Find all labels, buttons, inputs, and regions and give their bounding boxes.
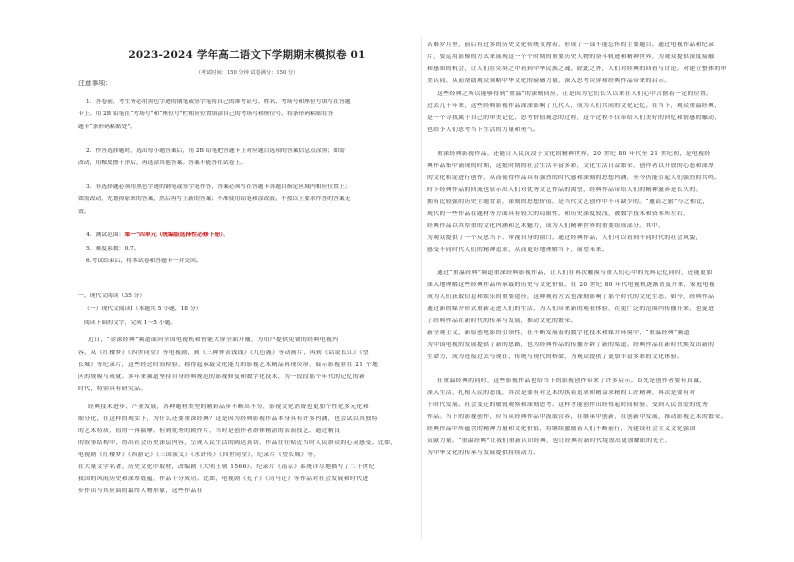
passage-line: 和感知的机会，让人们在荧屏之中看到中华民族之魂。除此之外，人们对经典的回看与讨论，对建立整体的审 <box>427 66 727 72</box>
passage-line: 作品。当下的影视创作，应当从经典作品中汲取营养，在继承中创新，在创新中发展，推动影视艺术的繁荣。 <box>427 414 727 420</box>
section-subheading: （一）现代文阅读Ⅰ（本题共 5 小题，18 分） <box>84 306 202 312</box>
passage-line: 区的规模与成就。多年来频道坚持自身经典规范的影视修复和数字化技术，为一段段那个年代的记忆的新 <box>78 374 366 380</box>
passage-line: 深入地理解这些经典作品所承载的历史与文化价值。在 20 世纪 80 年代电视机逐渐普及开来，家庭电视 <box>427 282 716 288</box>
note-end: 6.考试结束后，将本试卷和答题卡一并交回。 <box>86 258 202 264</box>
passage-line: 为观众提供了一个反思当下、审视自身的窗口。通过经典作品，人们可以看到不同时代的社会风貌， <box>427 235 702 241</box>
passage-line: 也给予人们思考当下生活的力量和勇气。 <box>427 127 540 133</box>
section-instruction: 阅读下面的文字，完成 1～5 小题。 <box>84 320 177 326</box>
notes-heading: 注意事项： <box>78 80 112 87</box>
passage-line: 步作出与其应面的最终人物形象，这些作品在 <box>78 488 203 494</box>
passage-line: 时下经典作品的回流也显示出人们对优秀文艺作品的渴望，经典作品带给人们的精神滋养是长久的。 <box>427 187 702 193</box>
passage-line: 重深经典影视作品，还能让人民沉浸于文化的精神世界，20 世纪 80 年代至 21 世纪初，是电视经 <box>437 151 711 157</box>
passage-line: 于时代发展、社会变迁的敏锐观察和深刻思考。这样才能创作出经得起时间检验、受到人民喜爱的优秀 <box>427 402 709 408</box>
passage-line: 的叙事结构中，得出社会历史深层内容，呈现人民生活的阔达真切，作品往往贴近当时人民群众的心灵感受。比如， <box>78 440 397 446</box>
note-line: 2．作答选择题时，选出每小题答案后，用 2B 铅笔把答题卡上对应题目选项的答案信息点涂黑；如需 <box>86 148 345 154</box>
passage-line: 现代的一些作品在题材等方面具有较大的局限性，和历史深度较浅，被数字技术和资本所左右， <box>427 211 690 217</box>
note-line: 卡上。用 2B 铅笔在“考场号”和“座位号”栏相应位置填涂自己的考场号和座位号。将条形码粘贴在答 <box>78 111 334 117</box>
note-line: 效。 <box>78 209 90 215</box>
passage-line: 在大量文学名著、历史文化中取材，改编剧《大明王朝 1566》、纪录片《南京》系统详尽地描写了二十世纪 <box>78 464 376 470</box>
passage-line: 通过新的媒介形式重新走进人们的生活，为人们带来新的观看体验，在更广泛的范围内传播开来，也促进 <box>427 306 715 312</box>
note-line: 3．非选择题必须用黑色字迹的钢笔或签字笔作答，答案必须写在答题卡各题目指定区域内相应位置上； <box>86 184 351 190</box>
note-line: 题卡“条形码粘贴处”。 <box>78 124 137 130</box>
passage-line: 贡献力量。“重温经典”让我们重新认识经典，也让经典在新时代绽放出更加耀眼的光芒， <box>427 438 672 444</box>
passage-line: 这些经典之所以能够得到“重温”的深刻回应，正是因为它们长久以来在人们心中占据着一定的位置。 <box>437 91 713 97</box>
passage-line: 容。从《红楼梦》《四世同堂》等电视剧，到《三种钟表钱钱》《九色鹿》等动画片，再到《话说长江》《望 <box>78 350 370 356</box>
note-difficulty: 5．难度系数：0.7。 <box>86 246 140 252</box>
passage-line: 生命力，成为连接过去与现在、传统与现代的桥梁，为观众提供了更加丰富多彩的文化体验。 <box>427 354 684 360</box>
passage-line: 深入生活、扎根人民的态度，其次是要有对艺术的执着追求和精益求精的工匠精神，再次是要有对 <box>427 390 696 396</box>
passage-line: 新全观主义，新原创电影的引领性，在不断发展着的数字化技术和媒介环境中，“重温经典”频道 <box>427 330 690 336</box>
note-scope-highlight: 第一"四单元（统编版选择性必修下册） <box>124 232 224 238</box>
passage-line: 在重温经典的同时，这些影视作品也给当下的影视创作带来了许多启示。首先是创作者要有真诚、 <box>437 378 706 384</box>
passage-line: 的文化积淀进行创作，从而使得作品具有强烈的时代感和深刻的思想内涵，至今仍能引起人们强烈的共鸣。 <box>427 175 721 181</box>
passage-line: 长城》等纪录片，这些经过时间检验、称得起承载文化能力的影视艺术精品再现荧屏，展示影视业在 21 个地 <box>78 362 379 368</box>
passage-line: 电视剧《红楼梦》《西游记》《三国演义》《水浒传》《四世同堂》，纪录片《望长城》等， <box>78 452 320 458</box>
passage-line: 了经典作品在新时代的传承与发展，推动文化的繁荣。 <box>427 318 577 324</box>
passage-line: 为中国电视的发展提供了新的思路，也为经典作品的传播开辟了新的渠道。经典作品在新时代焕发出新的 <box>427 342 715 348</box>
exam-subtitle: （考试时间：150 分钟 试卷满分：150 分） <box>195 70 299 76</box>
note-line: 1．答卷前，考生务必用黑色字迹的钢笔或签字笔将自己的准考证号、姓名、考场号和座位号填写在答题 <box>86 99 351 105</box>
section-heading: 一、现代文阅读（35 分） <box>78 293 146 299</box>
column-divider <box>421 38 422 538</box>
passage-line: 通过“重温经典”频道重深经典影视作品，让人们在再次触摸与重人们心中的光辉记忆同时，还能更加 <box>437 270 713 276</box>
passage-line: 感受不同时代人们的精神追求，从而更好地理解当下，展望未来。 <box>427 247 609 253</box>
passage-line: 片，要运用影像的方式来展现这一个个时期的重要历史人物的奋斗轨迹和精神世界，为观众提供深度接触 <box>427 54 715 60</box>
passage-line: 经典技术进步、产业发展，各种题材类型的精彩品步不断出不穷，影视文化消费也更加个性化多元化和 <box>88 404 370 410</box>
passage-line: 成为人们获取信息和娱乐的重要途径，这种观看方式也深刻影响了那个时代的文化生态，如今，经典作品 <box>427 294 715 300</box>
passage-line: 近日，“金深经典”频道面向全国电视机和智能大屏全面开播，为用户提供免费的经典电视内 <box>88 337 339 343</box>
passage-line: 我国的风雨历史和深厚底蕴，作品十分成功。比如，电视剧《孔子》《司马迁》等作品对社会发展和时代进 <box>78 476 369 482</box>
passage-line: 美认同、从而帮助观众领略中华文化的磅礴力量，深入思考荧屏和经典作品带来的启示。 <box>427 78 671 84</box>
note-test-scope <box>86 232 229 239</box>
passage-line: 细分化，在这样的现实下，为什么还要重深经典？这是因为经典影视作品本身具有许多内涵，也尝试以其独特 <box>78 416 378 422</box>
passage-line: 过去几十年来，这些经典影视作品深深影响了几代人，成为人们共同的文化记忆。在当下，观众重温经典， <box>427 103 721 109</box>
exam-title: 2023-2024 学年高二语文下学期期末模拟卷 01 <box>128 49 366 61</box>
note-line: 改动，用橡皮擦干净后，再选涂其他答案。答案不能答在试卷上。 <box>78 160 247 166</box>
note-line: 如需改动，先划掉原来的答案，然后再写上新的答案；不准使用铅笔和涂改液。不按以上要求作答的答案无 <box>78 196 351 202</box>
passage-line: 为中华文化的传承与发展提供持续动力。 <box>427 450 540 456</box>
passage-line: 的艺术特质，值得一再揣摩。但到优秀的剧作片，当时是创作者群体精湛的表演技艺、通过精良 <box>78 428 341 434</box>
passage-line: 典作品集中涌现的时期，这批时期的社会生活丰富多彩，文化生活日益繁荣，创作者以开放的心态和深厚 <box>427 163 715 169</box>
passage-line: 时代，特别具有研究品。 <box>78 386 147 392</box>
passage-line: 经典作品以其厚重的文化内涵和艺术魅力，成为人们精神世界的重要组成部分。其中， <box>427 223 665 229</box>
passage-line: 苦难岁月里，前后有过多的历史文化传统支撑着，形成了一部不能忘怀的主要题目。通过电视作品和纪录 <box>427 42 715 48</box>
note-scope-suffix: 。 <box>223 232 229 238</box>
passage-line: 拥有比较强的历史主题背景，深刻的思想价值，是当代文艺创作中不可缺少的。“邀请之旅”与之相比， <box>427 199 709 205</box>
passage-line: 经典作品中所蕴含的精神力量和文化价值，将继续激励着人们不断前行，为建设社会主义文化强国 <box>427 426 696 432</box>
note-scope-prefix: 4．测试范围： <box>86 232 125 238</box>
passage-line: 是一个寻找属于自己的审美记忆、思考价值观念的过程，这个过程不仅带给人们美好的回忆和情感的触动， <box>427 115 721 121</box>
